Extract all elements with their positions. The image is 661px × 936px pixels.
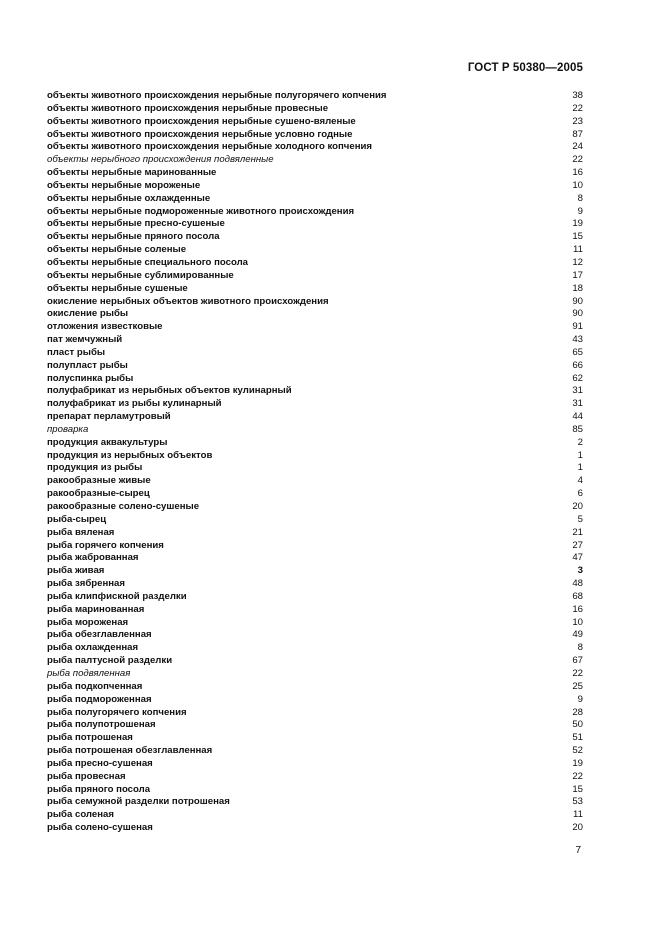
index-term: объекты нерыбные мороженые [47, 179, 201, 191]
index-term: ракообразные-сырец [47, 488, 150, 500]
index-term: ракообразные живые [47, 475, 151, 487]
index-term: объекты животного происхождения нерыбные сушено-вяленые [47, 115, 356, 127]
index-page-number: 10 [572, 616, 583, 628]
index-entry [47, 424, 583, 437]
index-term: объекты нерыбные пряного посола [47, 231, 220, 243]
index-entry [47, 540, 583, 553]
index-term: полуспинка рыбы [47, 372, 134, 384]
index-term: рыба вяленая [47, 526, 115, 538]
index-page-number: 1 [577, 462, 583, 474]
index-term: объекты животного происхождения нерыбные условно годные [47, 128, 353, 140]
index-entry [47, 411, 583, 424]
index-page-number: 87 [572, 128, 583, 140]
index-entry [47, 385, 583, 398]
index-term: рыба подкопченная [47, 680, 143, 692]
index-page-number: 50 [572, 719, 583, 731]
index-term: рыба солено-сушеная [47, 822, 153, 834]
index-page-number: 3 [577, 565, 583, 577]
index-term: пат жемчужный [47, 334, 123, 346]
index-entry [47, 514, 583, 527]
index-page-number: 51 [572, 732, 583, 744]
index-page-number: 20 [572, 501, 583, 512]
index-term: объекты животного происхождения нерыбные полугорячего копчения [47, 90, 387, 101]
index-page-number: 67 [572, 655, 583, 667]
index-page-number: 44 [572, 411, 583, 423]
index-page-number: 5 [577, 513, 583, 525]
index-term: объекты нерыбные охлажденные [47, 192, 211, 204]
index-entry [47, 642, 583, 655]
index-page-number: 52 [572, 745, 583, 757]
index-term: объекты нерыбные специального посола [47, 256, 248, 268]
index-page-number: 23 [572, 115, 583, 127]
index-entry [47, 244, 583, 257]
index-term: объекты нерыбные соленые [47, 244, 187, 256]
index-term: рыба пряного посола [47, 783, 151, 795]
index-term: рыба полупотрошеная [47, 719, 156, 731]
document-header: ГОСТ Р 50380—2005 [467, 62, 583, 74]
index-entry [47, 707, 583, 720]
index-entry [47, 809, 583, 822]
index-entry [47, 604, 583, 617]
index-page-number: 1 [577, 449, 583, 461]
index-entry [47, 629, 583, 642]
index-page-number: 91 [572, 321, 583, 333]
index-term: объекты нерыбного происхождения подвяленные [47, 154, 274, 166]
index-entry [47, 681, 583, 694]
index-page-number: 25 [572, 680, 583, 692]
index-page-number: 9 [577, 205, 583, 217]
index-term: препарат перламутровый [47, 411, 171, 423]
index-entry [47, 771, 583, 784]
index-term: окисление рыбы [47, 308, 129, 320]
index-page-number: 22 [572, 770, 583, 782]
index-entry [47, 437, 583, 450]
index-term: рыба подвяленная [47, 667, 131, 679]
index-page-number: 19 [572, 757, 583, 769]
index-entry [47, 129, 583, 142]
index-page-number: 16 [572, 167, 583, 179]
index-page-number: 53 [572, 796, 583, 808]
index-term: полуфабрикат из рыбы кулинарный [47, 398, 222, 410]
index-term: рыба-сырец [47, 513, 107, 525]
index-entry [47, 347, 583, 360]
index-entry [47, 116, 583, 129]
index-page-number: 4 [577, 475, 583, 487]
index-entry [47, 206, 583, 219]
index-page-number: 47 [572, 552, 583, 564]
index-entry [47, 296, 583, 309]
index-entry [47, 796, 583, 809]
index-page-number: 10 [572, 179, 583, 191]
index-term: объекты нерыбные сублимированные [47, 269, 234, 281]
index-term: рыба мороженая [47, 616, 129, 628]
index-entry [47, 270, 583, 283]
index-term: рыба пресно-сушеная [47, 757, 153, 769]
index-page-number: 6 [577, 488, 583, 500]
index-term: рыба клипфискной разделки [47, 590, 187, 602]
index-page-number: 49 [572, 629, 583, 641]
index-entry [47, 373, 583, 386]
index-page-number: 65 [572, 346, 583, 358]
index-entry [47, 462, 583, 475]
index-page-number: 22 [572, 667, 583, 679]
index-entry [47, 193, 583, 206]
index-page-number: 66 [572, 359, 583, 371]
index-term: рыба зябренная [47, 578, 125, 590]
index-term: продукция из нерыбных объектов [47, 449, 213, 461]
index-page-number: 38 [572, 90, 583, 101]
index-entry [47, 103, 583, 116]
index-term: объекты животного происхождения нерыбные холодного копчения [47, 141, 373, 153]
index-entry [47, 565, 583, 578]
index-term: объекты нерыбные пресно-сушеные [47, 218, 225, 230]
index-term: объекты нерыбные сушеные [47, 282, 188, 294]
index-entry [47, 218, 583, 231]
index-term: пласт рыбы [47, 346, 106, 358]
index-entry [47, 552, 583, 565]
index-term: продукция аквакультуры [47, 436, 168, 448]
index-term: ракообразные солено-сушеные [47, 501, 200, 512]
index-entry [47, 180, 583, 193]
index-term: объекты нерыбные подмороженные животного происхождения [47, 205, 355, 217]
index-page-number: 22 [572, 154, 583, 166]
index-entry [47, 578, 583, 591]
index-entry [47, 398, 583, 411]
index-page-number: 43 [572, 334, 583, 346]
index-entry [47, 591, 583, 604]
index-term: рыба жаброванная [47, 552, 139, 564]
index-entry [47, 257, 583, 270]
index-term: рыба потрошеная [47, 732, 133, 744]
index-entry [47, 167, 583, 180]
index-page-number: 9 [577, 693, 583, 705]
index-page-number: 48 [572, 578, 583, 590]
index-entry [47, 655, 583, 668]
index-page-number: 27 [572, 539, 583, 551]
index-term: рыба потрошеная обезглавленная [47, 745, 213, 757]
index-entry [47, 719, 583, 732]
index-entry [47, 501, 583, 514]
index-term: полуфабрикат из нерыбных объектов кулинарный [47, 385, 292, 397]
index-entry [47, 450, 583, 463]
index-page-number: 20 [572, 822, 583, 834]
index-entry [47, 475, 583, 488]
index-term: полупласт рыбы [47, 359, 128, 371]
index-page-number: 15 [572, 231, 583, 243]
index-term: окисление нерыбных объектов животного происхождения [47, 295, 329, 307]
index-term: рыба семужной разделки потрошеная [47, 796, 230, 808]
index-page-number: 17 [572, 269, 583, 281]
term-index-list [47, 90, 583, 835]
index-page-number: 16 [572, 603, 583, 615]
index-page-number: 2 [577, 436, 583, 448]
index-entry [47, 283, 583, 296]
index-page-number: 19 [572, 218, 583, 230]
index-term: рыба охлажденная [47, 642, 139, 654]
index-entry [47, 527, 583, 540]
index-term: рыба обезглавленная [47, 629, 152, 641]
index-term: объекты животного происхождения нерыбные провесные [47, 102, 329, 114]
index-page-number: 28 [572, 706, 583, 718]
index-page-number: 11 [573, 244, 583, 256]
index-term: рыба маринованная [47, 603, 145, 615]
index-page-number: 24 [572, 141, 583, 153]
index-entry [47, 488, 583, 501]
index-entry [47, 694, 583, 707]
index-term: рыба подмороженная [47, 693, 152, 705]
index-entry [47, 758, 583, 771]
index-entry [47, 360, 583, 373]
index-page-number: 68 [572, 590, 583, 602]
index-page-number: 31 [572, 398, 583, 410]
index-page-number: 31 [572, 385, 583, 397]
index-page-number: 12 [572, 256, 583, 268]
index-term: рыба живая [47, 565, 105, 577]
index-page-number: 85 [572, 423, 583, 435]
index-entry [47, 231, 583, 244]
index-entry [47, 668, 583, 681]
index-page-number: 8 [577, 642, 583, 654]
index-term: рыба провесная [47, 770, 126, 782]
index-page-number: 22 [572, 102, 583, 114]
index-term: отложения известковые [47, 321, 163, 333]
index-entry [47, 334, 583, 347]
index-entry [47, 745, 583, 758]
index-entry [47, 321, 583, 334]
index-term: проварка [47, 423, 89, 435]
index-term: объекты нерыбные маринованные [47, 167, 217, 179]
index-term: рыба соленая [47, 809, 114, 821]
index-entry [47, 822, 583, 835]
index-page-number: 18 [572, 282, 583, 294]
index-term: рыба полугорячего копчения [47, 706, 187, 718]
index-entry [47, 308, 583, 321]
index-term: рыба горячего копчения [47, 539, 164, 551]
index-entry [47, 90, 583, 103]
index-entry [47, 141, 583, 154]
index-page-number: 21 [572, 526, 583, 538]
index-page-number: 15 [572, 783, 583, 795]
index-page-number: 90 [572, 308, 583, 320]
index-term: рыба палтусной разделки [47, 655, 173, 667]
index-entry [47, 732, 583, 745]
page-number: 7 [575, 845, 581, 856]
index-page-number: 11 [573, 809, 583, 821]
index-term: продукция из рыбы [47, 462, 143, 474]
index-page-number: 90 [572, 295, 583, 307]
index-entry [47, 154, 583, 167]
index-entry [47, 617, 583, 630]
index-page-number: 8 [577, 192, 583, 204]
index-entry [47, 784, 583, 797]
index-page-number: 62 [572, 372, 583, 384]
